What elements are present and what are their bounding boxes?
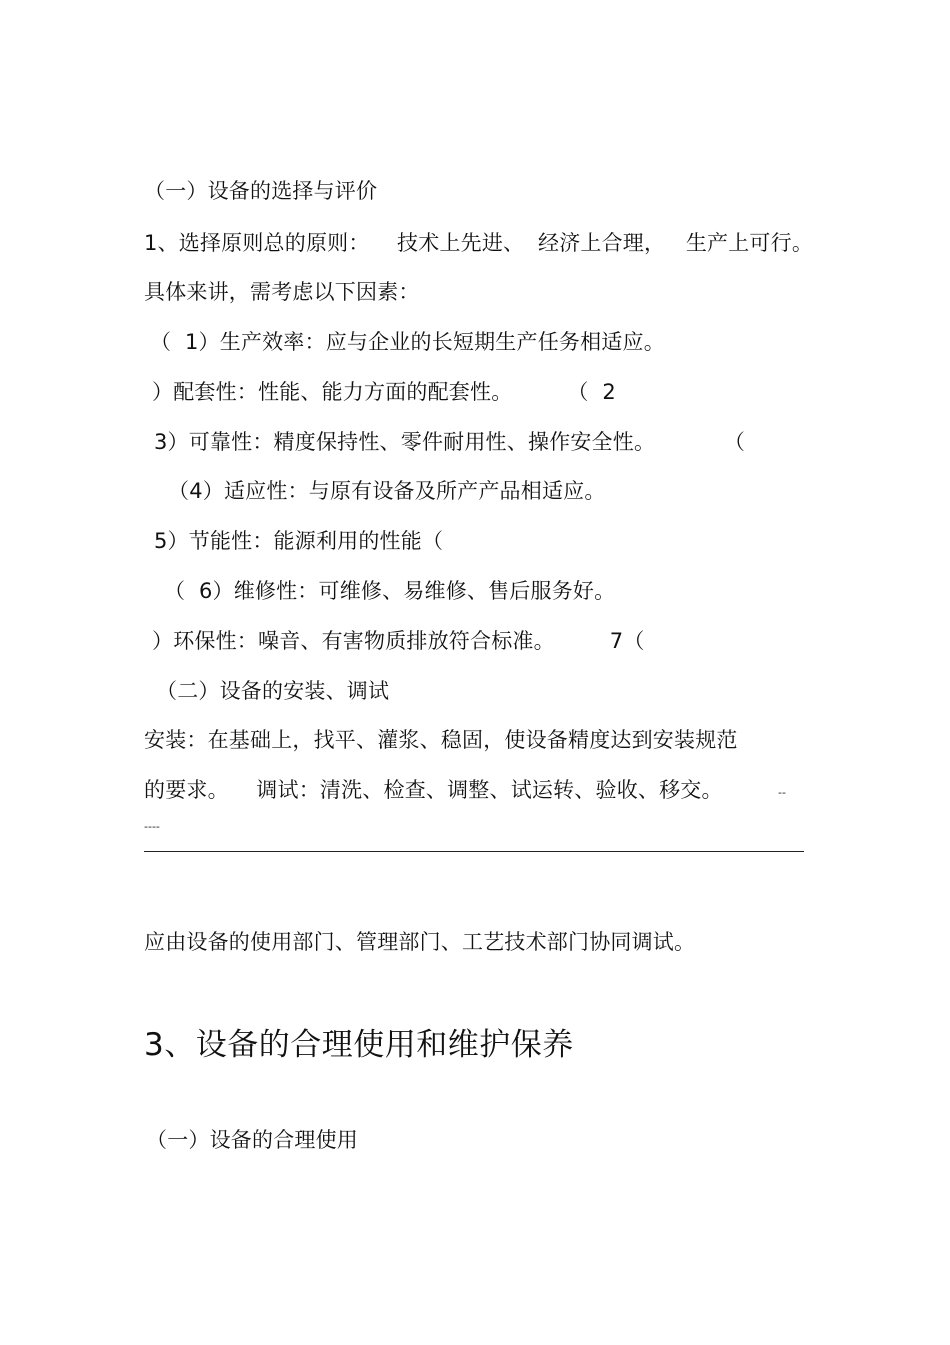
principle-line: 1、选择原则总的原则： 技术上先进、 经济上合理， 生产上可行。 bbox=[144, 231, 814, 255]
factors-intro: 具体来讲，需考虑以下因素： bbox=[144, 280, 420, 304]
chapter-heading: 3、设备的合理使用和维护保养 bbox=[144, 1027, 574, 1063]
factor-7: ）环保性：噪音、有害物质排放符合标准。 7（ bbox=[152, 629, 645, 653]
factor-5: 5）节能性：能源利用的性能（ bbox=[154, 529, 444, 553]
page-divider bbox=[144, 851, 804, 852]
factor-1: （ 1）生产效率：应与企业的长短期生产任务相适应。 bbox=[150, 330, 665, 354]
subsection-heading: （一）设备的合理使用 bbox=[146, 1128, 358, 1152]
factor-4: （4）适应性：与原有设备及所产产品相适应。 bbox=[168, 479, 606, 503]
dash-mark-right: -- bbox=[778, 786, 786, 799]
factor-2: ）配套性：性能、能力方面的配套性。 （ 2 bbox=[152, 380, 616, 404]
section-one-heading: （一）设备的选择与评价 bbox=[144, 179, 378, 203]
dash-mark-left: ---- bbox=[144, 820, 160, 833]
install-line-1: 安装：在基础上，找平、灌浆、稳固，使设备精度达到安装规范 bbox=[144, 728, 738, 752]
commissioning-note: 应由设备的使用部门、管理部门、工艺技术部门协同调试。 bbox=[144, 930, 696, 954]
section-two-heading: （二）设备的安装、调试 bbox=[156, 679, 390, 703]
factor-3: 3）可靠性：精度保持性、零件耐用性、操作安全性。 （ bbox=[154, 430, 746, 454]
factor-6: （ 6）维修性：可维修、易维修、售后服务好。 bbox=[164, 579, 616, 603]
install-line-2: 的要求。 调试：清洗、检查、调整、试运转、验收、移交。 bbox=[144, 778, 723, 802]
